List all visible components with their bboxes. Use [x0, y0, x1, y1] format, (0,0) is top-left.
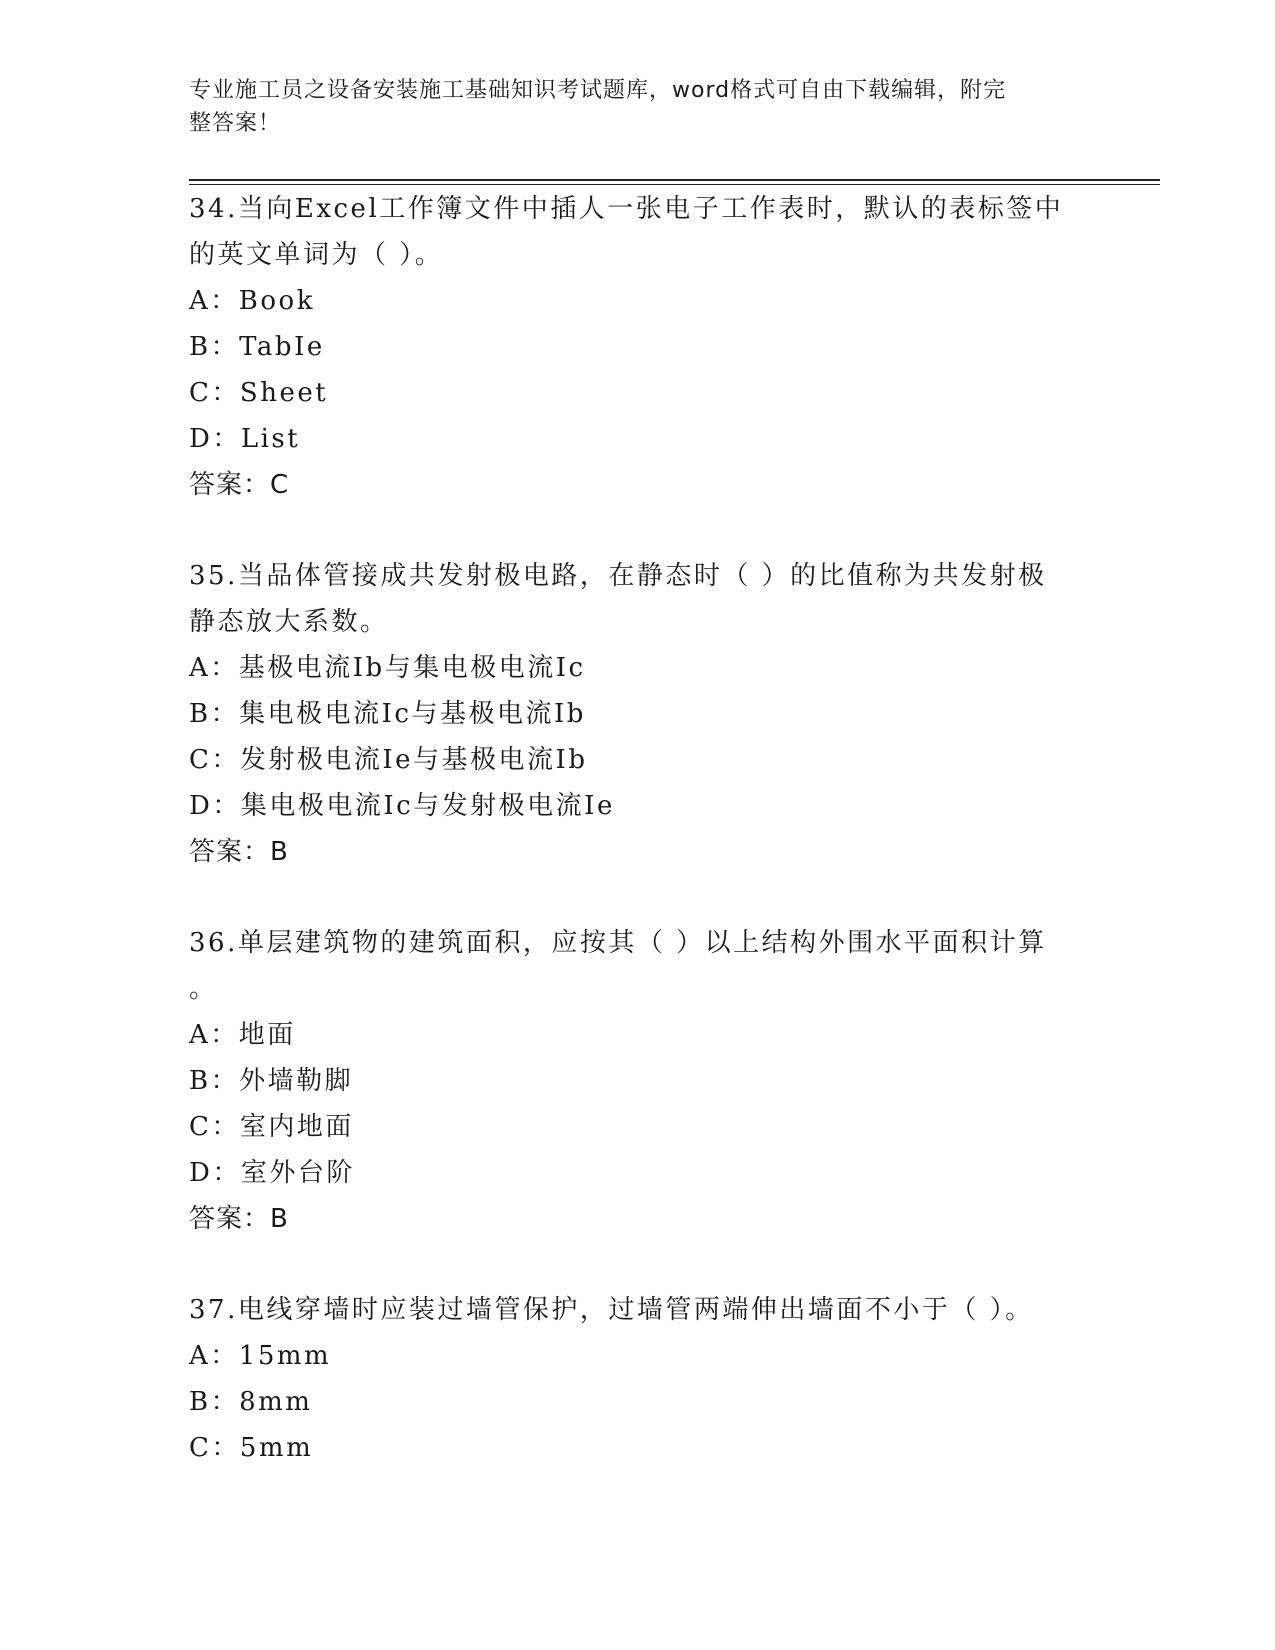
- option-d: D：室外台阶: [189, 1158, 355, 1188]
- option-b: B：外墙勒脚: [189, 1066, 354, 1096]
- question-stem: 的英文单词为（ ）。: [189, 240, 444, 270]
- option-b: B：集电极电流Ic与基极电流Ib: [189, 699, 586, 729]
- header-line: 专业施工员之设备安装施工基础知识考试题库，word格式可自由下载编辑，附完: [189, 78, 1007, 103]
- option-b: B：8mm: [189, 1387, 313, 1417]
- option-c: C：室内地面: [189, 1112, 354, 1142]
- option-d: D：List: [189, 424, 301, 454]
- header-divider: [189, 179, 1160, 181]
- option-a: A：Book: [189, 286, 315, 316]
- option-a: A：基极电流Ib与集电极电流Ic: [189, 653, 586, 683]
- option-a: A：15mm: [189, 1341, 332, 1371]
- question-36: [189, 920, 1089, 1242]
- question-35: [189, 553, 1089, 875]
- question-37: [189, 1287, 1089, 1471]
- header-divider-thin: [189, 184, 1160, 185]
- question-stem: 。: [189, 974, 218, 1004]
- question-stem: 35.当品体管接成共发射极电路，在静态时（ ）的比值称为共发射极: [189, 561, 1047, 591]
- answer: 答案：B: [189, 837, 289, 867]
- header-line: 整答案！: [189, 111, 282, 136]
- question-stem: 34.当向Excel工作簿文件中插人一张电子工作表时，默认的表标签中: [189, 194, 1064, 224]
- option-c: C：5mm: [189, 1433, 314, 1463]
- option-c: C：发射极电流Ie与基极电流Ib: [189, 745, 588, 775]
- option-a: A：地面: [189, 1020, 296, 1050]
- document-header: [189, 74, 1089, 140]
- question-34: [189, 186, 1089, 508]
- question-stem: 静态放大系数。: [189, 607, 389, 637]
- question-stem: 37.电线穿墙时应装过墙管保护，过墙管两端伸出墙面不小于（ ）。: [189, 1295, 1034, 1325]
- answer: 答案：C: [189, 470, 290, 500]
- option-d: D：集电极电流Ic与发射极电流Ie: [189, 791, 615, 821]
- question-stem: 36.单层建筑物的建筑面积，应按其（ ）以上结构外围水平面积计算: [189, 928, 1047, 958]
- option-b: B：TabIe: [189, 332, 325, 362]
- option-c: C：Sheet: [189, 378, 329, 408]
- answer: 答案：B: [189, 1204, 289, 1234]
